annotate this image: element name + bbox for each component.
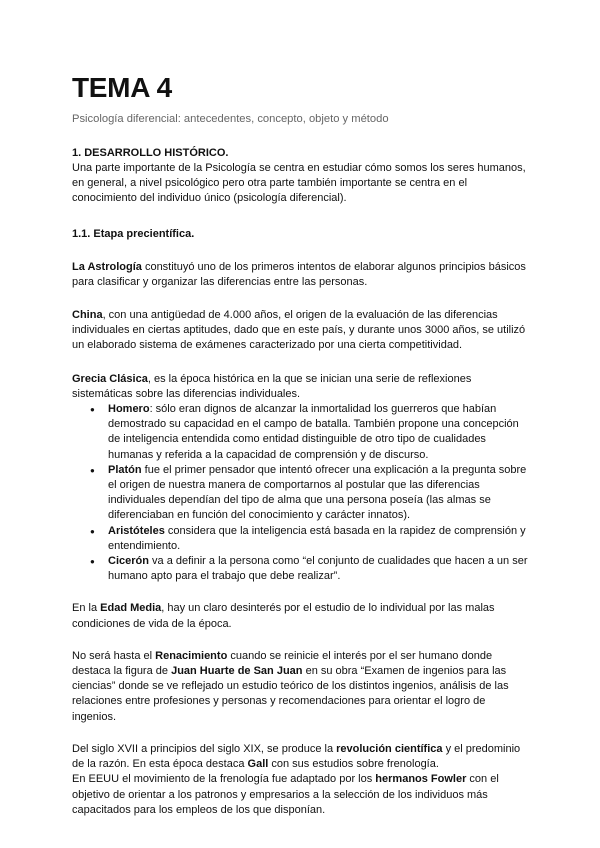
page-subtitle: Psicología diferencial: antecedentes, concepto, objeto y método (72, 113, 389, 125)
list-item: ● Homero: sólo eran dignos de alcanzar la inmortalidad los guerreros que habían demostrado su capacidad en el campo de batalla. También propone una concepción de inteligencia entendida como entidad distinguible de otro tipo de cualidades humanas y referida a la capacidad de comprensión y de discurso. (108, 402, 532, 463)
paragraph-grecia: Grecia Clásica, es la época histórica en la que se inician una serie de reflexiones sistemáticas sobre las diferencias individuales. (72, 372, 472, 400)
list-item: ● Aristóteles considera que la inteligencia está basada en la rapidez de comprensión y entendimiento. (108, 524, 532, 554)
subsection-heading: 1.1. Etapa precientífica. (72, 227, 195, 240)
list-item: ● Platón fue el primer pensador que intentó ofrecer una explicación a la pregunta sobre el origen de nuestra manera de comportarnos al postular que las diferencias individuales dependían del tipo de alma que una persona poseía (las almas se diferenciaban en función del conocimiento y carácter innatos). (108, 463, 532, 524)
paragraph-astrologia: La Astrología constituyó uno de los primeros intentos de elaborar algunos principios básicos para clasificar y organizar las diferencias entre las personas. (72, 260, 526, 288)
document-page (72, 72, 532, 818)
paragraph-renacimiento: No será hasta el Renacimiento cuando se reinicie el interés por el ser humano donde destaca la figura de Juan Huarte de San Juan en su obra “Examen de ingenios para las ciencias” donde se ve reflejado un estudio teórico de los distintos ingenios, análisis de las relaciones entre profesiones y personas y recomendaciones para orientar el logro de ingenios. (72, 649, 509, 723)
list-item: ● Cicerón va a definir a la persona como “el conjunto de cualidades que hacen a un ser humano apto para el trabajo que debe realizar”. (108, 554, 532, 584)
paragraph-edad-media: En la Edad Media, hay un claro desinterés por el estudio de lo individual por las malas condiciones de vida de la época. (72, 602, 495, 630)
paragraph-eeuu: En EEUU el movimiento de la frenología fue adaptado por los hermanos Fowler con el objetivo de orientar a los patronos y empresarios a la selección de los individuos más capacitados para los empleos de los que disponían. (72, 773, 499, 816)
section-intro: Una parte importante de la Psicología se centra en estudiar cómo somos los seres humanos, en general, a nivel psicológico pero otra parte también importante se centra en el conocimiento del individuo único (psicología diferencial). (72, 162, 526, 205)
bullet-list (72, 402, 532, 584)
section-heading: 1. DESARROLLO HISTÓRICO. (72, 147, 229, 159)
paragraph-siglo: Del siglo XVII a principios del siglo XIX, se produce la revolución científica y el predominio de la razón. En esta época destaca Gall con sus estudios sobre frenología. (72, 742, 521, 771)
paragraph-china: China, con una antigüedad de 4.000 años, el origen de la evaluación de las diferencias individuales en ciertas aptitudes, dado que en este país, y durante unos 3000 años, se utilizó un elaborado sistema de exámenes caracterizado por una cierta competitividad. (72, 309, 526, 352)
page-title: TEMA 4 (72, 72, 172, 103)
